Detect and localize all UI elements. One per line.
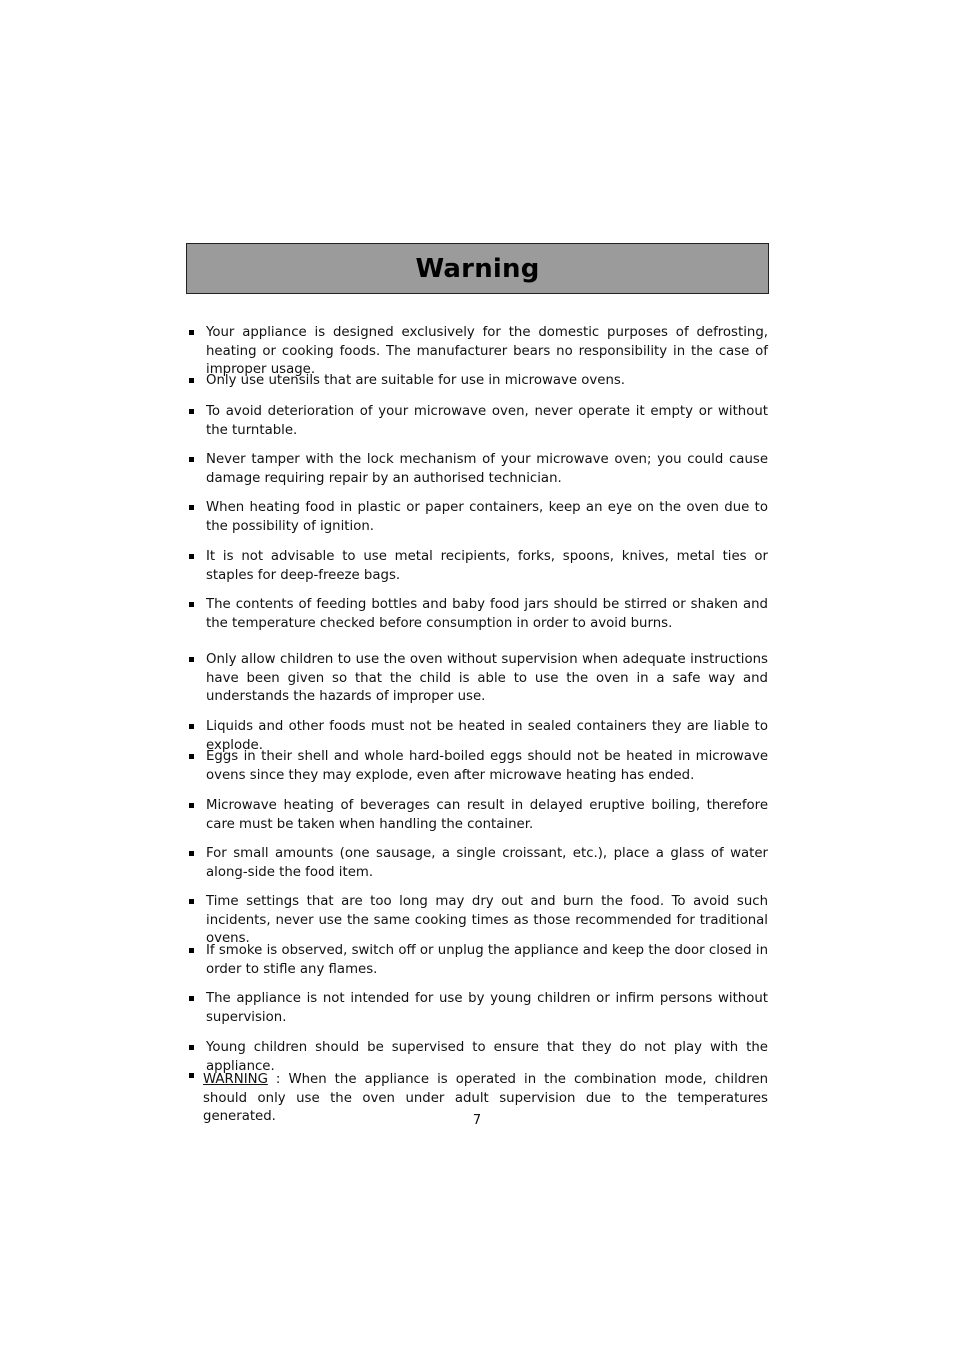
list-item: Time settings that are too long may dry out and burn the food. To avoid such incidents, never use the same cooking times as those recommended for traditional ovens. (186, 893, 768, 949)
page-title: Warning (415, 253, 540, 284)
bullet-icon (189, 330, 194, 335)
bullet-icon (189, 602, 194, 607)
bullet-icon (189, 996, 194, 1001)
bullet-icon (189, 1073, 194, 1078)
bullet-icon (189, 948, 194, 953)
list-item: Only allow children to use the oven without supervision when adequate instructions have been given so that the child is able to use the oven in a safe way and understands the hazards of improper use. (186, 651, 768, 707)
bullet-icon (189, 754, 194, 759)
bullet-icon (189, 657, 194, 662)
list-item: When heating food in plastic or paper containers, keep an eye on the oven due to the possibility of ignition. (186, 499, 768, 536)
bullet-icon (189, 803, 194, 808)
list-item: For small amounts (one sausage, a single croissant, etc.), place a glass of water along-side the food item. (186, 845, 768, 882)
bullet-icon (189, 899, 194, 904)
bullet-icon (189, 457, 194, 462)
list-item: The contents of feeding bottles and baby food jars should be stirred or shaken and the temperature checked before consumption in order to avoid burns. (186, 596, 768, 633)
bullet-icon (189, 409, 194, 414)
bullet-icon (189, 554, 194, 559)
list-item: Young children should be supervised to ensure that they do not play with the appliance. (186, 1039, 768, 1076)
bullet-icon (189, 505, 194, 510)
list-item: Liquids and other foods must not be heated in sealed containers they are liable to explode. (186, 718, 768, 755)
bullet-icon (189, 724, 194, 729)
list-item: It is not advisable to use metal recipients, forks, spoons, knives, metal ties or staples for deep-freeze bags. (186, 548, 768, 585)
bullet-icon (189, 851, 194, 856)
list-item: To avoid deterioration of your microwave oven, never operate it empty or without the turntable. (186, 403, 768, 440)
warning-text: : When the appliance is operated in the combination mode, children should only use the oven under adult supervision due to the temperatures generated. (203, 1072, 768, 1124)
list-item: Your appliance is designed exclusively for the domestic purposes of defrosting, heating or cooking foods. The manufacturer bears no responsibility in the case of improper usage. (186, 324, 768, 380)
list-item: Only use utensils that are suitable for use in microwave ovens. (186, 372, 768, 391)
list-item: Eggs in their shell and whole hard-boiled eggs should not be heated in microwave ovens since they may explode, even after microwave heating has ended. (186, 748, 768, 785)
list-item: If smoke is observed, switch off or unplug the appliance and keep the door closed in order to stifle any flames. (186, 942, 768, 979)
page-number: 7 (472, 1113, 482, 1128)
bullet-icon (189, 1045, 194, 1050)
list-item: Never tamper with the lock mechanism of your microwave oven; you could cause damage requiring repair by an authorised technician. (186, 451, 768, 488)
bullet-icon (189, 378, 194, 383)
warning-label: WARNING (203, 1072, 268, 1087)
list-item: The appliance is not intended for use by young children or infirm persons without supervision. (186, 990, 768, 1027)
title-banner (186, 243, 769, 294)
list-item: Microwave heating of beverages can result in delayed eruptive boiling, therefore care must be taken when handling the container. (186, 797, 768, 834)
